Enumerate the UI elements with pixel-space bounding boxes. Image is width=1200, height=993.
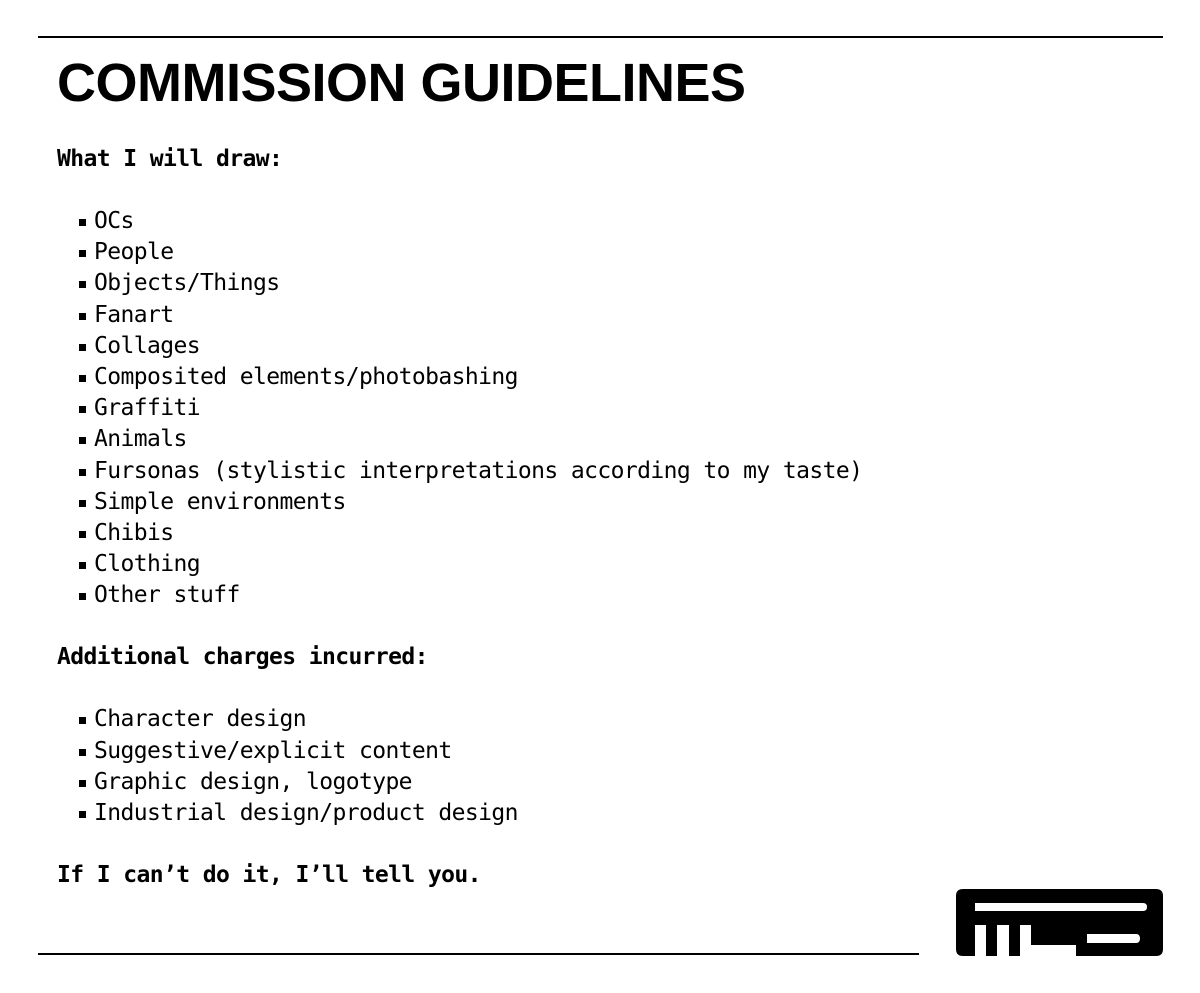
list-item-label: Clothing bbox=[94, 551, 200, 578]
bullet-icon bbox=[79, 437, 86, 444]
additional-charges-list bbox=[57, 704, 862, 829]
bullet-icon bbox=[79, 406, 86, 413]
list-item-label: Suggestive/explicit content bbox=[94, 737, 452, 764]
bullet-icon bbox=[79, 281, 86, 288]
list-item-label: Composited elements/photobashing bbox=[94, 363, 518, 390]
list-item bbox=[57, 580, 862, 611]
list-item-label: Other stuff bbox=[94, 582, 240, 609]
list-item bbox=[57, 206, 862, 237]
bullet-icon bbox=[79, 500, 86, 507]
bullet-icon bbox=[79, 531, 86, 538]
list-item bbox=[57, 393, 862, 424]
bullet-icon bbox=[79, 313, 86, 320]
bottom-rule bbox=[38, 953, 919, 955]
list-item-label: Fursonas (stylistic interpretations according to my taste) bbox=[94, 457, 863, 484]
bullet-icon bbox=[79, 749, 86, 756]
list-item bbox=[57, 424, 862, 455]
bullet-icon bbox=[79, 469, 86, 476]
bullet-icon bbox=[79, 562, 86, 569]
list-item bbox=[57, 456, 862, 487]
list-item bbox=[57, 767, 862, 798]
bullet-icon bbox=[79, 250, 86, 257]
list-item-label: Graffiti bbox=[94, 395, 200, 422]
top-rule bbox=[38, 36, 1163, 38]
list-item bbox=[57, 736, 862, 767]
list-item bbox=[57, 331, 862, 362]
list-item bbox=[57, 549, 862, 580]
additional-charges-heading: Additional charges incurred: bbox=[57, 644, 428, 671]
list-item-label: Graphic design, logotype bbox=[94, 768, 412, 795]
page-title: COMMISSION GUIDELINES bbox=[57, 53, 746, 113]
list-item bbox=[57, 798, 862, 829]
bullet-icon bbox=[79, 593, 86, 600]
list-item-label: Character design bbox=[94, 706, 306, 733]
list-item-label: Objects/Things bbox=[94, 270, 280, 297]
list-item-label: Simple environments bbox=[94, 488, 346, 515]
list-item-label: Chibis bbox=[94, 519, 174, 546]
bullet-icon bbox=[79, 717, 86, 724]
bullet-icon bbox=[79, 375, 86, 382]
list-item bbox=[57, 518, 862, 549]
artist-logo-icon bbox=[956, 889, 1163, 956]
list-item-label: Collages bbox=[94, 332, 200, 359]
list-item bbox=[57, 362, 862, 393]
list-item bbox=[57, 704, 862, 735]
will-draw-list bbox=[57, 206, 862, 611]
list-item-label: People bbox=[94, 239, 174, 266]
list-item-label: Animals bbox=[94, 426, 187, 453]
guidelines-body bbox=[57, 144, 862, 891]
list-item bbox=[57, 300, 862, 331]
will-draw-heading: What I will draw: bbox=[57, 146, 283, 172]
closing-note: If I can’t do it, I’ll tell you. bbox=[57, 862, 481, 889]
bullet-icon bbox=[79, 811, 86, 818]
list-item-label: OCs bbox=[94, 208, 134, 234]
list-item bbox=[57, 487, 862, 518]
bullet-icon bbox=[79, 219, 86, 226]
bullet-icon bbox=[79, 344, 86, 351]
list-item-label: Fanart bbox=[94, 301, 174, 328]
list-item bbox=[57, 268, 862, 299]
list-item bbox=[57, 237, 862, 268]
list-item-label: Industrial design/product design bbox=[94, 800, 518, 826]
bullet-icon bbox=[79, 780, 86, 787]
